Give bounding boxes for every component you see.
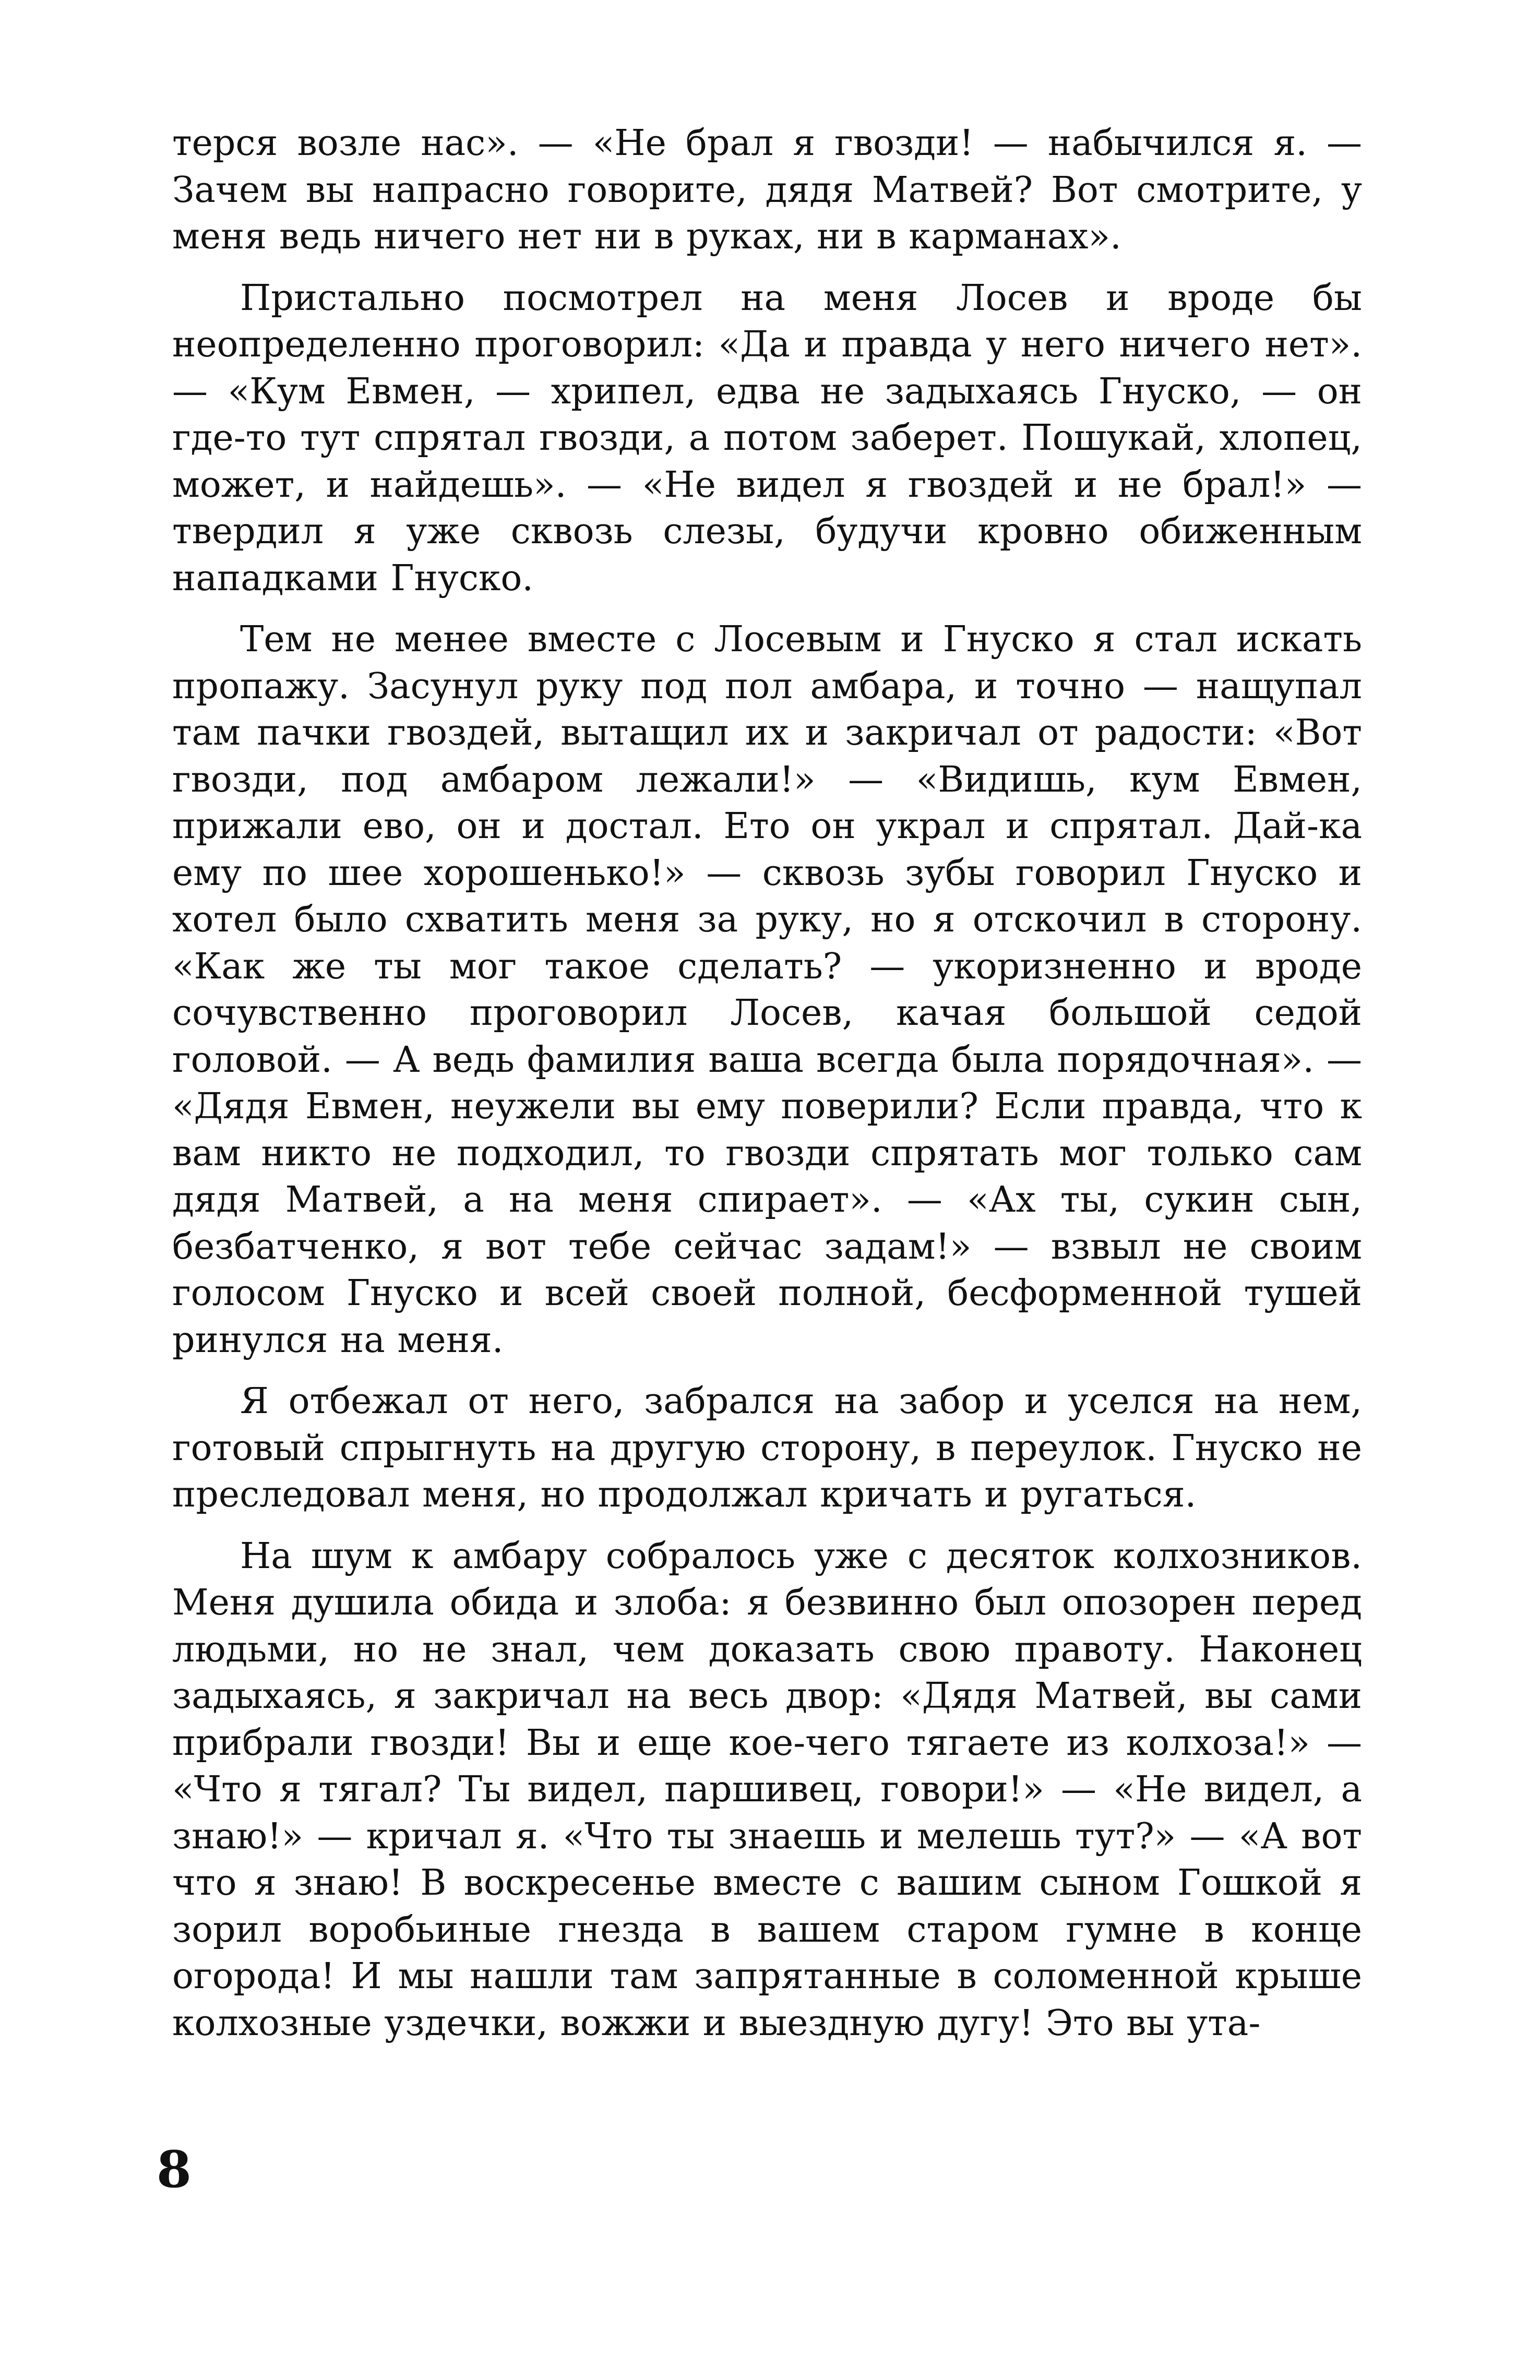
page-number: 8 [157,2140,192,2199]
page-text [172,120,1362,2047]
paragraph: Я отбежал от него, забрался на забор и уселся на нем, готовый спрыгнуть на другую сторону, в переулок. Гнуско не преследовал меня, но продолжал кричать и ругаться. [172,1381,1362,1515]
paragraph: Тем не менее вместе с Лосевым и Гнуско я стал искать пропажу. Засунул руку под пол амбара, и точно — нащупал там пачки гвоздей, вытащил их и закричал от радости: «Вот гвозди, под амбаром лежали!» — «Видишь, кум Евмен, прижали ево, он и достал. Ето он украл и спрятал. Дай-ка ему по шее хорошенько!» — сквозь зубы говорил Гнуско и хотел было схватить меня за руку, но я отскочил в сторону. «Как же ты мог такое сделать? — укоризненно и вроде сочувственно проговорил Лосев, качая большой седой головой. — А ведь фамилия ваша всегда была порядочная». — «Дядя Евмен, неужели вы ему поверили? Если правда, что к вам никто не подходил, то гвозди спрятать мог только сам дядя Матвей, а на меня спирает». — «Ах ты, сукин сын, безбатченко, я вот тебе сейчас задам!» — взвыл не своим голосом Гнуско и всей своей полной, бесформенной тушей ринулся на меня. [172,619,1362,1361]
paragraph: На шум к амбару собралось уже с десяток колхозников. Меня душила обида и злоба: я безвинно был опозорен перед людьми, но не знал, чем доказать свою правоту. Наконец задыхаясь, я закричал на весь двор: «Дядя Матвей, вы сами прибрали гвозди! Вы и еще кое-чего тягаете из колхоза!» — «Что я тягал? Ты видел, паршивец, говори!» — «Не видел, а знаю!» — кричал я. «Что ты знаешь и мелешь тут?» — «А вот что я знаю! В воскресенье вместе с вашим сыном Гошкой я зорил воробьиные гнезда в вашем старом гумне в конце огорода! И мы нашли там запрятанные в соломенной крыше колхозные уздечки, вожжи и выездную дугу! Это вы ута- [172,1535,1362,2044]
book-page [172,120,1362,2061]
paragraph-continuation: терся возле нас». — «Не брал я гвозди! — набычился я. — Зачем вы напрасно говорите, дядя Матвей? Вот смотрите, у меня ведь ничего нет ни в руках, ни в карманах». [172,123,1362,257]
paragraph: Пристально посмотрел на меня Лосев и вроде бы неопределенно проговорил: «Да и правда у него ничего нет». — «Кум Евмен, — хрипел, едва не задыхаясь Гнуско, — он где-то тут спрятал гвозди, а потом заберет. Пошукай, хлопец, может, и найдешь». — «Не видел я гвоздей и не брал!» — твердил я уже сквозь слезы, будучи кровно обиженным нападками Гнуско. [172,277,1362,599]
